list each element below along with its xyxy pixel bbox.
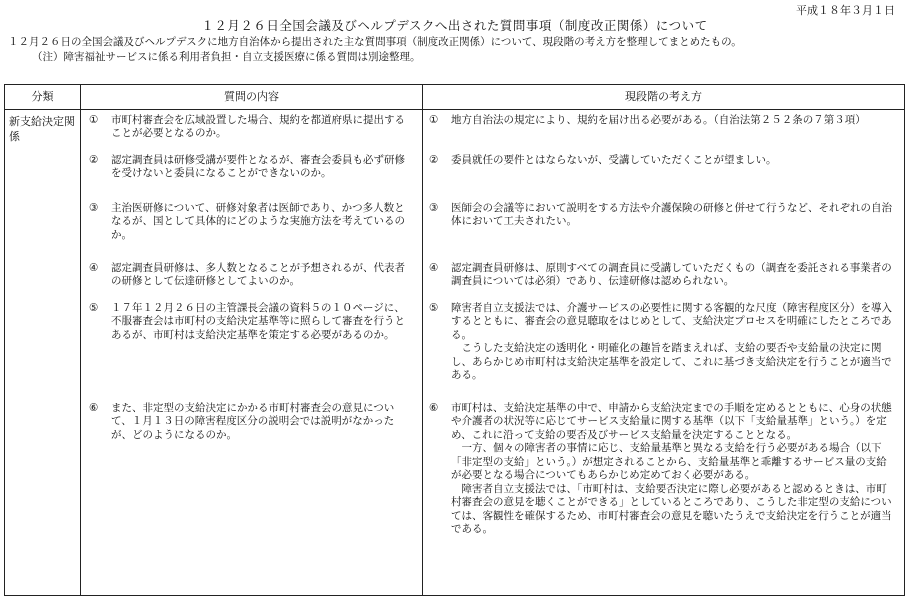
question-cell (81, 110, 423, 596)
answer-text: こうした支給決定の透明化・明確化の趣旨を踏まえれば、支給の要否や支給量の決定に関し、あらかじめ市町村は支給決定基準を設定して、これに基づき支給決定を行うことが適当である。 (451, 342, 892, 382)
table-row (5, 110, 905, 596)
answer-item (429, 402, 897, 536)
answer-cell (423, 110, 905, 596)
answer-text: 委員就任の要件とはならないが、受講していただくことが望ましい。 (451, 154, 777, 166)
document-title: １２月２６日全国会議及びヘルプデスクへ出された質問事項（制度改正関係）について (201, 18, 708, 33)
column-header-question: 質問の内容 (81, 85, 423, 110)
answer-item (429, 302, 897, 383)
answer-item (429, 202, 897, 229)
answer-text: 一方、個々の障害者の事情に応じ、支給量基準と異なる支給を行う必要がある場合（以下「非定型の支給」という。）が想定されることから、支給量基準と乖離するサービス量の支給が必要となる場合についてもあらかじめ定めておく必要がある。 (451, 442, 887, 482)
answer-item (429, 154, 897, 167)
intro-text: １２月２６日の全国会議及びヘルプデスクに地方自治体から提出された主な質問事項（制度改正関係）について、現段階の考え方を整理してまとめたもの。 (8, 36, 742, 48)
qa-table (4, 84, 905, 596)
answer-number: ③ (429, 202, 439, 214)
question-number: ③ (89, 202, 99, 214)
answer-text: 市町村は、支給決定基準の中で、申請から支給決定までの手順を定めるとともに、心身の状態や介護者の状況等に応じてサービス支給量に関する基準（以下「支給量基準」という。）を定め、これに沿って支給の要否及びサービス支給量を決定することとなる。 (451, 402, 892, 441)
question-text: １７年１２月２６日の主管課長会議の資料５の１０ページに、不服審査会は市町村の支給決定基準等に照らして審査を行うとあるが、市町村は支給決定基準を策定する必要があるのか。 (111, 302, 405, 341)
question-item (89, 302, 414, 342)
answer-number: ② (429, 154, 439, 166)
document-date: 平成１８年３月１日 (796, 4, 895, 17)
answer-text: 地方自治法の規定により、規約を届け出る必要がある。（自治法第２５２条の７第３項） (451, 114, 866, 126)
question-item (89, 154, 414, 181)
question-text: 市町村審査会を広域設置した場合、規約を都道府県に提出することが必要となるのか。 (111, 114, 405, 140)
answer-number: ⑤ (429, 302, 439, 314)
answer-number: ④ (429, 262, 439, 274)
question-number: ⑤ (89, 302, 99, 314)
column-header-answer: 現段階の考え方 (423, 85, 905, 110)
question-item (89, 202, 414, 242)
note-text: （注）障害福祉サービスに係る利用者負担・自立支援医療に係る質問は別途整理。 (32, 51, 421, 63)
question-text: 認定調査員は研修受講が要件となるが、審査会委員も必ず研修を受けないと委員になることができないのか。 (111, 154, 405, 180)
answer-item (429, 262, 897, 289)
answer-text: 障害者自立支援法では、介護サービスの必要性に関する客観的な尺度（障害程度区分）を導入するとともに、審査会の意見聴取をはじめとして、支給決定プロセスを明確にしたところである。 (451, 302, 892, 341)
question-number: ① (89, 114, 99, 126)
category-cell (5, 110, 81, 596)
category-label: 新支給決定関係 (9, 115, 75, 144)
answer-item (429, 114, 897, 127)
question-number: ④ (89, 262, 99, 274)
answer-text: 医師会の会議等において説明をする方法や介護保険の研修と併せて行うなど、それぞれの自治体において工夫されたい。 (451, 202, 892, 228)
question-item (89, 402, 414, 442)
question-number: ⑥ (89, 402, 99, 414)
question-item (89, 262, 414, 289)
column-header-category: 分類 (5, 85, 81, 110)
question-text: 認定調査員研修は、多人数となることが予想されるが、代表者の研修として伝達研修としてよいのか。 (111, 262, 405, 288)
question-item (89, 114, 414, 141)
answer-number: ① (429, 114, 439, 126)
table-header-row (5, 85, 905, 110)
answer-text: 障害者自立支援法では、「市町村は、支給要否決定に際し必要があると認めるときは、市町村審査会の意見を聴くことができる」としているところであり、こうした非定型の支給については、客観性を確保するため、市町村審査会の意見を聴いたうえで支給決定を行うことが適当である。 (451, 482, 892, 535)
question-text: また、非定型の支給決定にかかる市町村審査会の意見について、１月１３日の障害程度区分の説明会では説明がなかったが、どのようになるのか。 (111, 402, 395, 441)
answer-text: 認定調査員研修は、原則すべての調査員に受講していただくもの（調査を委託される事業者の調査員については必須）であり、伝達研修は認められない。 (451, 262, 892, 288)
answer-number: ⑥ (429, 402, 439, 414)
question-number: ② (89, 154, 99, 166)
question-text: 主治医研修について、研修対象者は医師であり、かつ多人数となるが、国として具体的にどのような実施方法を考えているのか。 (111, 202, 405, 241)
